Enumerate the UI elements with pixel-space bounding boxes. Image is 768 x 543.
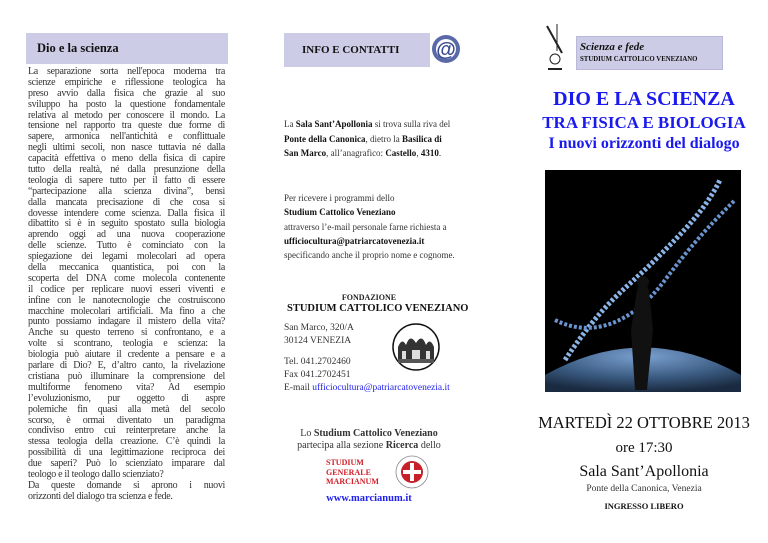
basilica-logo bbox=[392, 323, 440, 371]
intro-text-line: parlare di Dio? E, d’altro canto, la rivelazione bbox=[28, 360, 225, 372]
intro-text-line: dalla mancata precisazione di che cosa si bbox=[28, 196, 225, 208]
info-heading-box bbox=[284, 33, 430, 67]
intro-text-line: orizzonti del dialogo tra scienza e fede. bbox=[28, 490, 173, 502]
foundation-email-link[interactable]: ufficiocultura@patriarcatovenezia.it bbox=[312, 383, 450, 393]
intro-text bbox=[28, 67, 225, 503]
series-title: Scienza e fede bbox=[580, 41, 645, 53]
intro-text-line: polemiche fin quasi alla metà del secolo bbox=[28, 403, 225, 415]
intro-text-line: volte si scontrano, teologia e scienza: la bbox=[28, 338, 225, 350]
intro-text-line: delle scienze. Tutto è cominciato con la bbox=[28, 240, 225, 252]
programs-info: Per ricevere i programmi dello Studium Cattolico Veneziano attraverso l’e-mail personale farne richiesta a ufficiocultura@patriarcatovenezia.it specificando anche il proprio nome e cognome. bbox=[284, 193, 455, 261]
intro-text-line: sapere, armonica nell'antichità e conflittuale bbox=[28, 131, 225, 143]
intro-text-line: scoperta del DNA come molecola contenente bbox=[28, 272, 225, 284]
intro-text-line: l’evoluzionismo, pur oggetto di aspre bbox=[28, 392, 225, 404]
intro-text-line: dibattito si è in seguito spostato sulla biologia bbox=[28, 218, 225, 230]
event-date: MARTEDÌ 22 OTTOBRE 2013 bbox=[538, 413, 750, 432]
location-info: La Sala Sant’Apollonia si trova sulla riva del Ponte della Canonica, dietro la Basilica di San Marco, all’anagrafico: Castello, 4310. bbox=[284, 119, 451, 158]
intro-text-line: preso avvio dalla fisica che grazie al suo bbox=[28, 87, 225, 99]
marcianum-logo-text: STUDIUM GENERALE MARCIANUM bbox=[326, 458, 379, 486]
intro-text-line: Da queste domande si aprono i nuovi bbox=[28, 479, 225, 491]
intro-text-line: Anche su questo terreno si confrontano, e a bbox=[28, 327, 225, 339]
intro-text-line: punto possiamo indagare il mistero della vita? bbox=[28, 316, 225, 328]
foundation-label: FONDAZIONE bbox=[341, 293, 397, 302]
event-title: DIO E LA SCIENZA bbox=[553, 88, 735, 110]
telescope-logo-icon bbox=[545, 23, 565, 71]
series-box bbox=[576, 36, 723, 70]
intro-text-line: relativa al metodo per conoscere il mondo. La bbox=[28, 109, 225, 121]
section-heading-box bbox=[26, 33, 228, 64]
foundation-contacts: Tel. 041.2702460 Fax 041.2702451 E-mail ufficiocultura@patriarcatovenezia.it bbox=[284, 357, 450, 393]
dna-earth-image bbox=[545, 170, 741, 392]
intro-text-line: multiforme fenomeno vita? Ad esempio bbox=[28, 381, 225, 393]
series-subtitle: STUDIUM CATTOLICO VENEZIANO bbox=[580, 56, 698, 63]
research-info: Lo Studium Cattolico Veneziano partecipa alla sezione Ricerca dello bbox=[297, 428, 441, 451]
section-heading: Dio e la scienza bbox=[37, 41, 119, 55]
intro-text-line: biologia può aiutare il credente a pensare e a bbox=[28, 349, 225, 361]
event-tagline: I nuovi orizzonti del dialogo bbox=[548, 135, 740, 152]
event-venue: Sala Sant’Apollonia bbox=[579, 463, 709, 480]
info-heading: INFO E CONTATTI bbox=[302, 44, 400, 56]
intro-text-line: teologia di sapere tutto per il fatto di essere bbox=[28, 174, 225, 186]
intro-text-line: della meccanica quantistica, poi con la bbox=[28, 262, 225, 274]
email-link[interactable]: ufficiocultura@patriarcatovenezia.it bbox=[284, 235, 425, 246]
intro-text-line: infine con le nanotecnologie che costruiscono bbox=[28, 294, 225, 306]
intro-text-line: scienze empiriche e riflessione teologica ha bbox=[28, 76, 225, 88]
foundation-name: STUDIUM CATTOLICO VENEZIANO bbox=[287, 303, 469, 314]
event-venue-address: Ponte della Canonica, Venezia bbox=[586, 484, 702, 494]
intro-text-line: La separazione sorta nell'epoca moderna tra bbox=[28, 66, 225, 77]
intro-text-line: possibilità di una legittimazione reciproca dei bbox=[28, 447, 225, 459]
free-entry: INGRESSO LIBERO bbox=[604, 501, 684, 511]
intro-text-line: tensione nel rapporto tra queste due forme di bbox=[28, 120, 225, 132]
intro-text-line: stessa teologia della creazione. C’è quindi la bbox=[28, 436, 225, 448]
intro-text-line: cristiana può illuminare la comprensione del bbox=[28, 370, 225, 382]
intro-text-line: tutto della realtà, né dalla presunzione della bbox=[28, 164, 225, 176]
intro-text-line: scorso, è ormai diventato un paradigma bbox=[28, 414, 225, 426]
foundation-address: San Marco, 320/A 30124 VENEZIA bbox=[284, 323, 354, 346]
intro-text-line: dovesse intendere come scienza. Dalla fisica il bbox=[28, 207, 225, 219]
at-sign-icon bbox=[430, 33, 463, 67]
intro-text-line: due saperi? Può lo scienziato imparare dal bbox=[28, 458, 225, 470]
intro-text-line: condiviso entro cui reinterpretare anche la bbox=[28, 425, 225, 437]
intro-text-line: teologo e il teologo dallo scienziato? bbox=[28, 468, 164, 480]
intro-text-line: “partecipazione alla scienza divina”, bensì bbox=[28, 185, 225, 197]
marcianum-seal-icon bbox=[392, 455, 432, 489]
intro-text-line: il codice per replicare nuovi esseri viventi e bbox=[28, 283, 225, 295]
marcianum-website-link[interactable]: www.marcianum.it bbox=[326, 493, 412, 504]
svg-text:@: @ bbox=[436, 39, 456, 61]
event-subtitle: TRA FISICA E BIOLOGIA bbox=[542, 113, 746, 132]
intro-text-line: capacità effettiva o meno della fisica di capire bbox=[28, 153, 225, 165]
event-time: ore 17:30 bbox=[615, 440, 673, 456]
intro-text-line: negli ultimi secoli, non nasce tuttavia né dalla bbox=[28, 142, 225, 154]
intro-text-line: aprendo oggi ad una nuova cooperazione bbox=[28, 229, 225, 241]
intro-text-line: macchine molecolari artificiali. Ma fino a che bbox=[28, 305, 225, 317]
intro-text-line: spiegazione dei legami molecolari ad opera bbox=[28, 251, 225, 263]
intro-text-line: sviluppo ha posto la questione fondamentale bbox=[28, 98, 225, 110]
